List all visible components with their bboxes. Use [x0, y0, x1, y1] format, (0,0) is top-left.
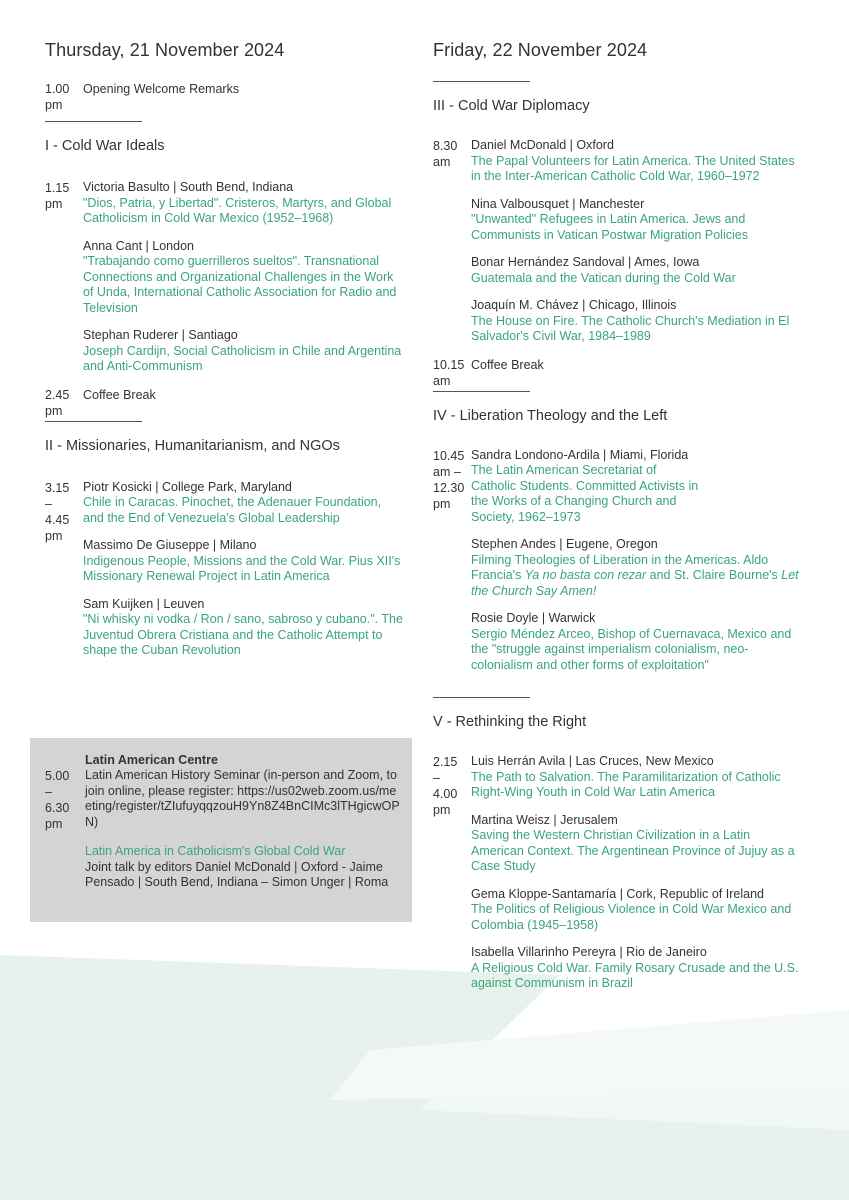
break-label: Coffee Break [471, 357, 544, 372]
talk-entry [471, 887, 803, 934]
talk-entry [471, 813, 803, 875]
divider [45, 121, 142, 122]
talk-entry [83, 239, 405, 317]
seminar-box [30, 738, 412, 922]
session-4-time: 10.45 am – 12.30 pm [433, 448, 465, 511]
thursday-title: Thursday, 21 November 2024 [45, 40, 285, 60]
talk-title: Joseph Cardijn, Social Catholicism in Chile and Argentina and Anti-Communism [83, 343, 402, 373]
seminar-talk-title: Latin America in Catholicism's Global Cold War [85, 844, 346, 858]
talk-title: The House on Fire. The Catholic Church's Mediation in El Salvador's Civil War, 1984–1989 [471, 313, 790, 343]
talk-title: The Papal Volunteers for Latin America. The United States in the Inter-American Catholic Cold War, 1960–1972 [471, 153, 795, 183]
seminar-description: Latin American History Seminar (in-person and Zoom, to join online, please register: https://us02web.zoom.us/meeting/register/tZIufuyqqzouH9Yn8Z4BnCIMc3lTHgicwOPN) [85, 768, 400, 829]
talk-title-part: and St. Claire Bourne's [646, 568, 782, 582]
session-5-time: 2.15 – 4.00 pm [433, 755, 458, 817]
seminar-talk-detail: Joint talk by editors Daniel McDonald | Oxford - Jaime Pensado | South Bend, Indiana – Simon Unger | Roma [85, 859, 389, 889]
talk-entry [471, 138, 803, 185]
film-title: Let the Church Say Amen! [471, 568, 799, 598]
speaker: Daniel McDonald | Oxford [471, 138, 614, 152]
section-title-2: II - Missionaries, Humanitarianism, and NGOs [45, 437, 340, 454]
session-1-time: 1.15 pm [45, 181, 70, 211]
friday-title: Friday, 22 November 2024 [433, 40, 648, 60]
talk-title: "Dios, Patria, y Libertad". Cristeros, Martyrs, and Global Catholicism in Cold War Mexico (1952–1968) [83, 195, 392, 225]
talk-title: Saving the Western Christian Civilization in a Latin American Context. The Argentinean Province of Jujuy as a Case Study [471, 828, 795, 873]
section-title-1: I - Cold War Ideals [45, 138, 165, 154]
speaker: Martina Weisz | Jerusalem [471, 812, 618, 827]
talk-title: "Ni whisky ni vodka / Ron / sano, sabroso y cubano.". The Juventud Obrera Cristiana and the Catholic Attempt to shape the Cuban Revolution [83, 612, 403, 657]
seminar-time: 5.00 – 6.30 pm [45, 769, 70, 831]
section-title-4: IV - Liberation Theology and the Left [433, 407, 668, 424]
talk-title: Sergio Méndez Arceo, Bishop of Cuernavaca, Mexico and the "struggle against imperialism colonialism, neo-colonialism and other forms of exploitation" [471, 626, 792, 672]
break-slot [433, 357, 803, 388]
session-4-slot [433, 448, 803, 674]
speaker: Rosie Doyle | Warwick [471, 611, 596, 625]
talk-entry [471, 945, 803, 992]
session-3-time: 8.30 am [433, 139, 458, 169]
section-title-5: V - Rethinking the Right [433, 714, 587, 730]
talk-title: Chile in Caracas. Pinochet, the Adenauer Foundation, and the End of Venezuela's Global Leadership [83, 495, 382, 525]
talk-entry [471, 537, 803, 599]
talk-title: The Latin American Secretariat of Catholic Students. Committed Activists in the Works of a Changing Church and Society, 1962–1973 [471, 463, 699, 524]
thursday-column [45, 40, 405, 671]
break-time: 10.15 am [433, 357, 465, 388]
speaker: Anna Cant | London [83, 238, 194, 253]
talk-title: The Politics of Religious Violence in Cold War Mexico and Colombia (1945–1958) [471, 902, 792, 932]
speaker: Sandra Londono-Ardila | Miami, Florida [471, 447, 689, 462]
divider [433, 81, 530, 82]
friday-column [433, 40, 803, 1004]
talk-title: Indigenous People, Missions and the Cold War. Pius XII's Missionary Renewal Project in Latin America [83, 553, 401, 583]
talk-title: The Path to Salvation. The Paramilitarization of Catholic Right-Wing Youth in Cold War Latin America [471, 769, 781, 799]
talk-entry [471, 298, 803, 345]
session-5-slot [433, 754, 803, 992]
opening-label: Opening Welcome Remarks [83, 82, 240, 96]
session-3-slot [433, 138, 803, 345]
divider [433, 391, 530, 392]
speaker: Nina Valbousquet | Manchester [471, 196, 645, 211]
speaker: Stephan Ruderer | Santiago [83, 328, 238, 342]
seminar-slot [45, 752, 400, 891]
speaker: Victoria Basulto | South Bend, Indiana [83, 180, 294, 194]
talk-entry [471, 255, 803, 286]
talk-entry [83, 597, 405, 659]
talk-entry [83, 480, 405, 527]
talk-entry [83, 180, 405, 227]
session-2-time: 3.15 – 4.45 pm [45, 480, 70, 543]
talk-entry [471, 611, 803, 673]
break-label: Coffee Break [83, 387, 156, 402]
film-title: Ya no basta con rezar [524, 568, 647, 582]
talk-entry [471, 448, 803, 526]
opening-slot [45, 81, 405, 112]
speaker: Piotr Kosicki | College Park, Maryland [83, 479, 292, 494]
break-time: 2.45 pm [45, 387, 70, 418]
talk-entry [471, 197, 803, 244]
session-2-slot [45, 480, 405, 659]
divider [433, 697, 530, 698]
talk-title: "Unwanted" Refugees in Latin America. Jews and Communists in Vatican Postwar Migration Policies [471, 212, 748, 242]
speaker: Luis Herrán Avila | Las Cruces, New Mexico [471, 754, 714, 768]
talk-entry [83, 538, 405, 585]
talk-title-part: Filming Theologies of Liberation in the Americas. Aldo Francia's [471, 552, 769, 582]
session-1-slot [45, 180, 405, 375]
talk-title: A Religious Cold War. Family Rosary Crusade and the U.S. against Communism in Brazil [471, 960, 799, 990]
break-slot [45, 387, 405, 418]
opening-time: 1.00 pm [45, 82, 70, 112]
speaker: Sam Kuijken | Leuven [83, 596, 205, 611]
talk-entry [471, 754, 803, 801]
talk-title: "Trabajando como guerrilleros sueltos". Transnational Connections and Organizational Challenges in the Work of Unda, International Catholic Association for Radio and Television [83, 254, 397, 315]
speaker: Joaquín M. Chávez | Chicago, Illinois [471, 298, 677, 312]
talk-title [471, 553, 803, 600]
talk-title: Guatemala and the Vatican during the Cold War [471, 270, 736, 285]
speaker: Gema Kloppe-Santamaría | Cork, Republic of Ireland [471, 886, 764, 901]
speaker: Stephen Andes | Eugene, Oregon [471, 537, 658, 551]
speaker: Bonar Hernández Sandoval | Ames, Iowa [471, 255, 700, 269]
speaker: Massimo De Giuseppe | Milano [83, 538, 257, 552]
talk-entry [83, 328, 405, 375]
seminar-heading: Latin American Centre [85, 753, 218, 767]
speaker: Isabella Villarinho Pereyra | Rio de Janeiro [471, 945, 707, 959]
divider [45, 421, 142, 422]
section-title-3: III - Cold War Diplomacy [433, 98, 590, 114]
